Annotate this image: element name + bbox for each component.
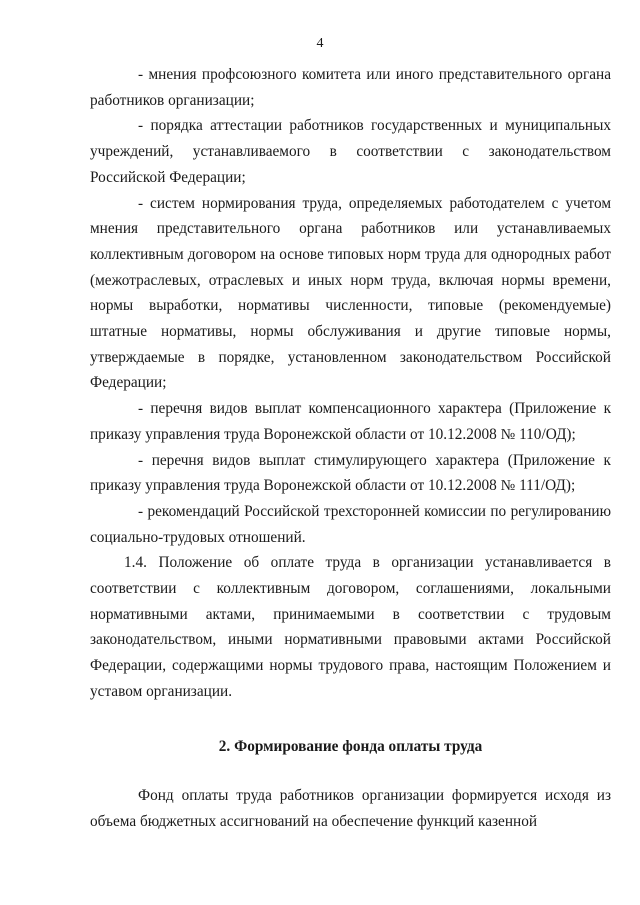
document-body bbox=[90, 62, 611, 835]
list-item-tripartite-commission: - рекомендаций Российской трехсторонней комиссии по регулированию социально-трудовых отношений. bbox=[90, 502, 611, 546]
list-item-compensation-payments: - перечня видов выплат компенсационного характера (Приложение к приказу управления труда Воронежской области от 10.12.2008 № 110/ОД); bbox=[90, 400, 611, 443]
list-item-attestation-procedure: - порядка аттестации работников государственных и муниципальных учреждений, устанавливаемого в соответствии с законодательством Российской Федерации; bbox=[90, 117, 611, 186]
list-item-trade-union-opinion: - мнения профсоюзного комитета или иного представительного органа работников организации; bbox=[90, 66, 611, 109]
list-item-labor-rationing-systems: - систем нормирования труда, определяемых работодателем с учетом мнения представительного органа работников или устанавливаемых коллективным договором на основе типовых норм труда для однородных работ (межотраслевых, отраслевых и иных норм труда, включая нормы времени, нормы выработки, нормативы численности, типовые (рекомендуемые) штатные нормативы, нормы обслуживания и другие типовые нормы, утверждаемые в порядке, установленном законодательством Российской Федерации; bbox=[90, 194, 611, 392]
page-number: 4 bbox=[316, 36, 324, 51]
list-item-incentive-payments: - перечня видов выплат стимулирующего характера (Приложение к приказу управления труда Воронежской области от 10.12.2008 № 111/ОД); bbox=[90, 451, 611, 495]
paragraph-wage-fund: Фонд оплаты труда работников организации формируется исходя из объема бюджетных ассигнований на обеспечение функций казенной bbox=[90, 787, 611, 830]
section-heading: 2. Формирование фонда оплаты труда bbox=[218, 737, 483, 755]
clause-1-4: 1.4. Положение об оплате труда в организации устанавливается в соответствии с коллективным договором, соглашениями, локальными нормативными актами, принимаемыми в соответствии с трудовым законодательством, иными нормативными правовыми актами Российской Федерации, содержащими нормы трудового права, настоящим Положением и уставом организации. bbox=[90, 554, 611, 700]
